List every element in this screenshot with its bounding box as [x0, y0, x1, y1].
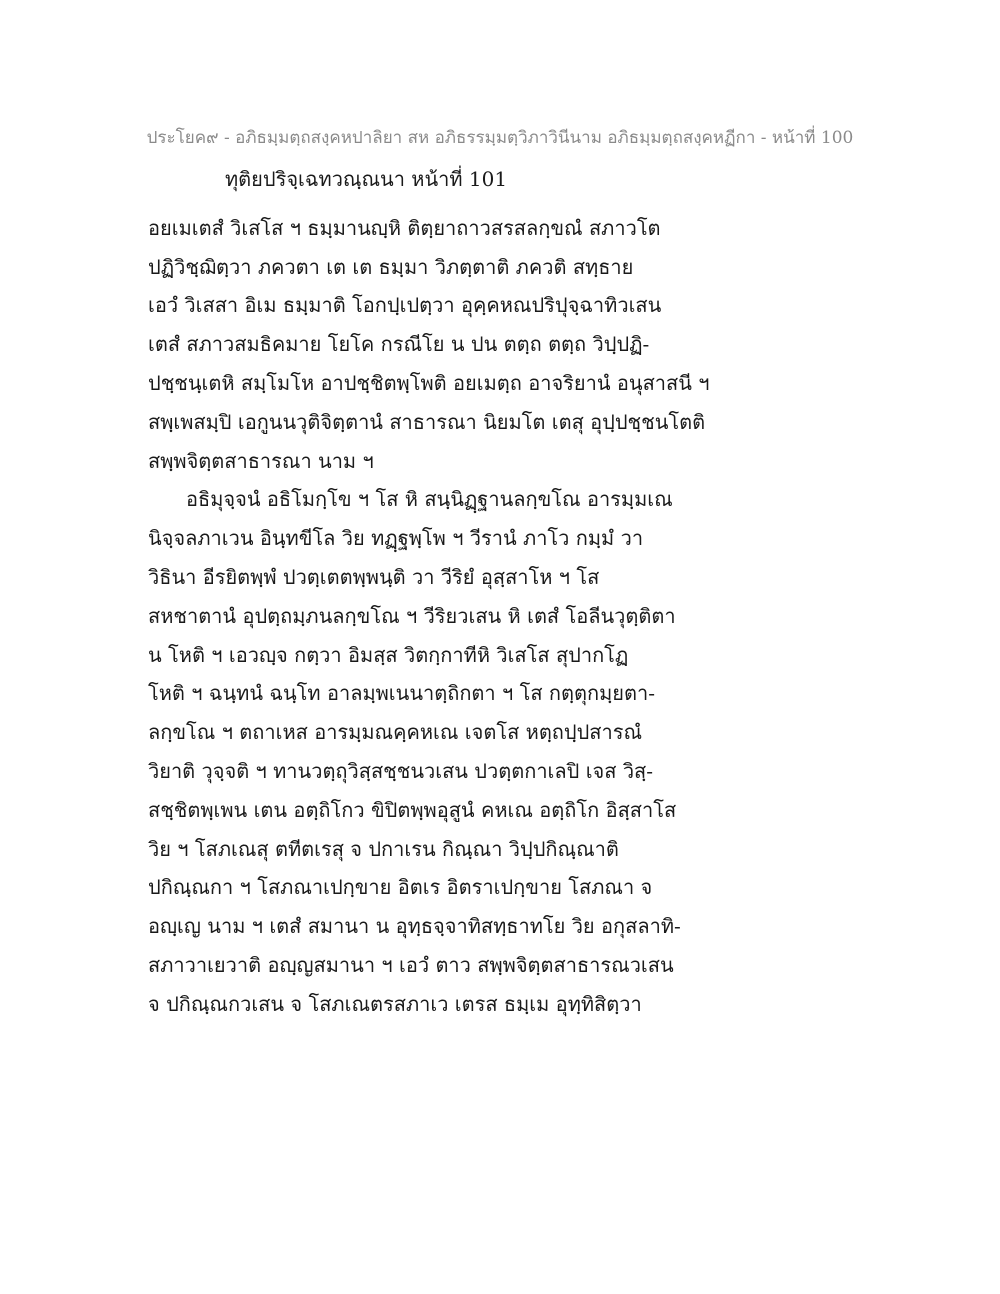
- text-line: สหชาตานํ อุปตฺถมฺภนลกฺขโณ ฯ วีริยวเสน หิ เตสํ โอลีนวุตฺติตา: [148, 603, 676, 628]
- text-line: นิจฺจลภาเวน อินฺทขีโล วิย ทฏฺฐพฺโพ ฯ วีรานํ ภาโว กมฺมํ วา: [148, 526, 644, 551]
- text-line-indented: อธิมุจฺจนํ อธิโมกฺโข ฯ โส หิ สนฺนิฏฺฐานลกฺขโณ อารมฺมเณ: [186, 487, 673, 512]
- text-line: น โหติ ฯ เอวญฺจ กตฺวา อิมสฺส วิตกฺกาทีหิ วิเสโส สุปากโฏ: [148, 642, 629, 667]
- text-line: สพฺเพสมฺปิ เอกูนนวุติจิตฺตานํ สาธารณา นิยมโต เตสุ อุปฺปชฺชนโตติ: [148, 409, 706, 434]
- text-line: วิยาติ วุจฺจติ ฯ ทานวตฺถุวิสฺสชฺชนวเสน ปวตฺตกาเลปิ เจส วิสฺ-: [148, 758, 654, 783]
- body-text: [148, 170, 708, 1024]
- text-line: [148, 170, 708, 209]
- running-header: ประโยค๙ - อภิธมฺมตฺถสงฺคหปาลิยา สห อภิธรรมฺมตฺวิภาวินีนาม อภิธมฺมตฺถสงฺคหฏีกา - หน้าที่ 100: [146, 128, 854, 148]
- section-heading: ทุติยปริจฺเฉทวณฺณนา หน้าที่ 101: [225, 167, 508, 191]
- text-line: วิย ฯ โสภเณสุ ตทีตเรสุ จ ปกาเรน กิณฺณา วิปฺปกิณฺณาติ: [148, 836, 619, 861]
- text-line: ปฏิวิชฺฌิตฺวา ภควตา เต เต ธมฺมา วิภตฺตาติ ภควติ สทฺธาย: [148, 254, 634, 279]
- text-line: ปชฺชนฺเตหิ สมฺโมโห อาปชฺชิตพฺโพติ อยเมตฺถ อาจริยานํ อนุสาสนี ฯ: [148, 370, 710, 395]
- text-line: วิธินา อีรยิตพฺพํ ปวตฺเตตพฺพนฺติ วา วีริยํ อุสฺสาโห ฯ โส: [148, 564, 600, 589]
- text-line: สชฺชิตพฺเพน เตน อตฺถิโกว ขิปิตพฺพอุสูนํ คหเณ อตฺถิโก อิสฺสาโส: [148, 797, 677, 822]
- text-line: อยเมเตสํ วิเสโส ฯ ธมฺมานญฺหิ ติตฺยาถาวสรสลกฺขณํ สภาวโต: [148, 215, 661, 240]
- text-line: สภาวาเยวาติ อญฺญสมานา ฯ เอวํ ตาว สพฺพจิตฺตสาธารณวเสน: [148, 952, 674, 977]
- text-line: อญฺเญ นาม ฯ เตสํ สมานา น อุทฺธจฺจาทิสทฺธาทโย วิย อกุสลาทิ-: [148, 914, 681, 939]
- text-line: จ ปกิณฺณกวเสน จ โสภเณตรสภาเว เตรส ธมฺเม อุทฺทิสิตฺวา: [148, 991, 642, 1016]
- text-line: โหติ ฯ ฉนฺทนํ ฉนฺโท อาลมฺพเนนาตฺถิกตา ฯ โส กตฺตุกมฺยตา-: [148, 681, 655, 706]
- text-line: เอวํ วิเสสา อิเม ธมฺมาติ โอกปฺเปตฺวา อุคฺคหณปริปุจฺฉาทิวเสน: [148, 293, 662, 318]
- text-line: ปกิณฺณกา ฯ โสภณาเปกฺขาย อิตเร อิตราเปกฺขาย โสภณา จ: [148, 875, 653, 900]
- text-line: เตสํ สภาวสมธิคมาย โยโค กรณีโย น ปน ตตฺถ ตตฺถ วิปฺปฏิ-: [148, 332, 650, 357]
- text-line: สพฺพจิตฺตสาธารณา นาม ฯ: [148, 448, 374, 473]
- text-line: ลกฺขโณ ฯ ตถาเหส อารมฺมณคฺคหเณ เจตโส หตฺถปฺปสารณํ: [148, 720, 643, 745]
